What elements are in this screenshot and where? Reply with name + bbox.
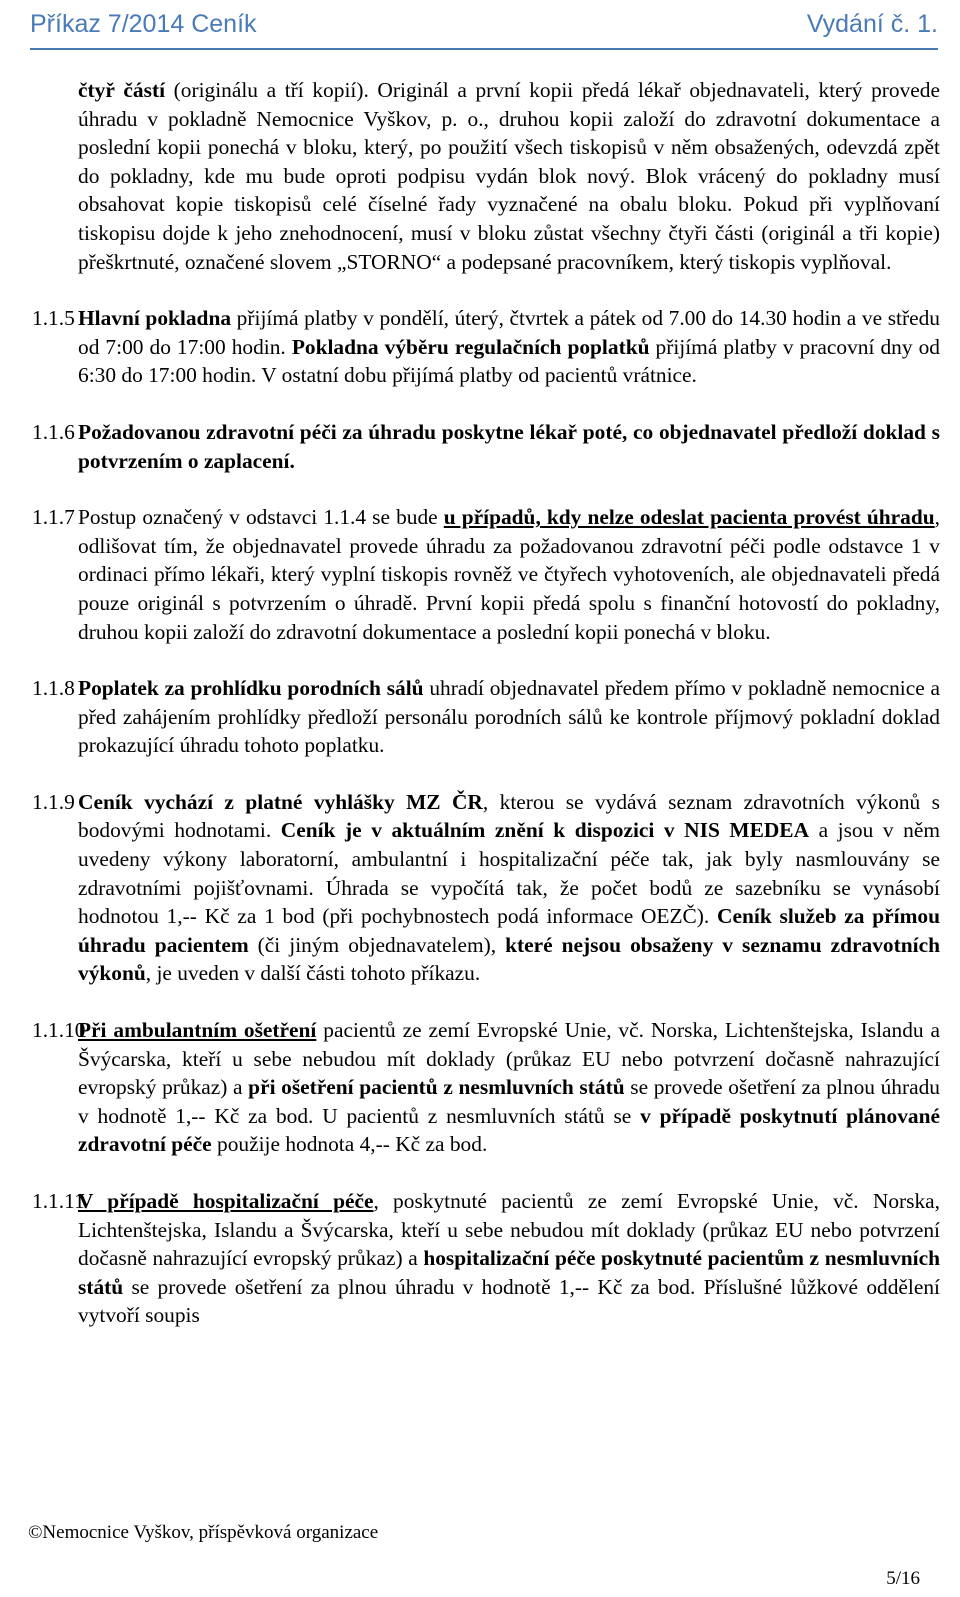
- section-1-1-10: [32, 1016, 940, 1159]
- bold-phrase: Ceník služeb za přímou úhradu pacientem: [78, 904, 941, 957]
- document-body: [32, 76, 941, 1358]
- bold-underlined-phrase: V případě hospitalizační péče: [78, 1189, 374, 1213]
- bold-phrase: hospitalizační péče poskytnuté pacientům z nesmluvních států: [78, 1246, 940, 1299]
- header-edition: Vydání č. 1.: [806, 10, 938, 38]
- bold-phrase: v případě poskytnutí plánované zdravotní péče: [78, 1103, 940, 1157]
- text-run: pacientů ze zemí Evropské Unie, vč. Norska, Lichtenštejska, Islandu a Švýcarska, kteří u sebe nebudou mít doklady (průkaz EU nebo potvrzení dočasně nahrazující evropský průkaz) a: [78, 1018, 940, 1100]
- section-1-1-9: [32, 788, 941, 988]
- intro-text: (originálu a tří kopií). Originál a první kopii předá lékař objednavateli, který provede úhradu v pokladně Nemocnice Vyškov, p. o., druhou kopii založí do zdravotní dokumentace a poslední kopii ponechá v bloku, který, po použití všech tiskopisů v něm obsažených, odevzdá zpět do pokladny, kde mu bude oproti podpisu vydán blok nový. Blok vrácený do pokladny musí obsahovat kopie tiskopisů celé číselné řady vyznačené na obalu bloku. Pokud při vyplňovaní tiskopisu dojde k jeho znehodnocení, musí v bloku zůstat všechny čtyři části (originál a tři kopie) přeškrtnuté, označené slovem „STORNO“ a podepsané pracovníkem, který tiskopis vyplňoval.: [78, 78, 940, 274]
- page-number: 5/16: [886, 1568, 920, 1589]
- text-run: , je uveden v další části tohoto příkazu.: [145, 961, 481, 986]
- bold-phrase: Poplatek za prohlídku porodních sálů: [78, 676, 424, 701]
- page-header: [30, 4, 938, 50]
- bold-phrase: Pokladna výběru regulačních poplatků: [291, 334, 650, 359]
- text-run: a jsou v něm uvedeny výkony laboratorní, ambulantní i hospitalizační péče tak, jak byly nasmlouvány se zdravotními pojišťovnami. Úhrada se vypočítá tak, že počet bodů ze sazebníku se vynásobí hodnotou 1,-- Kč za 1 bod (při pochybnostech podá informace OEZČ).: [78, 818, 940, 929]
- bold-phrase: Hlavní pokladna: [78, 306, 232, 331]
- section-number: 1.1.8: [32, 676, 75, 701]
- section-text: [78, 788, 940, 988]
- header-title: Příkaz 7/2014 Ceník: [30, 10, 257, 38]
- section-1-1-7: [32, 503, 940, 646]
- section-1-1-8: [32, 674, 940, 760]
- section-number: 1.1.9: [32, 789, 75, 814]
- section-1-1-11: [32, 1187, 940, 1330]
- intro-paragraph: [78, 76, 940, 276]
- section-1-1-5: [32, 304, 941, 390]
- bold-phrase: při ošetření pacientů z nesmluvních států: [248, 1075, 625, 1100]
- section-text: [78, 1016, 940, 1159]
- text-run: Postup označený v odstavci 1.1.4 se bude: [78, 505, 444, 530]
- section-number: 1.1.7: [32, 505, 75, 530]
- text-run: přijímá platby v pondělí, úterý, čtvrtek a pátek od 7.00 do 14.30 hodin a ve středu od 7:00 do 17:00 hodin.: [78, 306, 941, 359]
- section-number: 1.1.5: [32, 306, 75, 331]
- section-text: [78, 418, 940, 475]
- text-run: se provede ošetření za plnou úhradu v hodnotě 1,-- Kč za bod. Příslušné lůžkové oddělení vytvoří soupis: [78, 1274, 940, 1328]
- section-number: 1.1.10: [32, 1018, 86, 1043]
- text-run: uhradí objednavatel předem přímo v pokladně nemocnice a před zahájením prohlídky předloží personálu porodních sálů ke kontrole příjmový pokladní doklad prokazující úhradu tohoto poplatku.: [78, 676, 940, 758]
- section-text: [78, 304, 940, 390]
- text-run: přijímá platby v pracovní dny od 6:30 do 17:00 hodin. V ostatní dobu přijímá platby od pacientů vrátnice.: [78, 334, 940, 388]
- intro-bold: čtyř částí: [78, 78, 166, 102]
- section-number: 1.1.6: [32, 419, 75, 444]
- bold-underlined-phrase: u případů, kdy nelze odeslat pacienta provést úhradu: [443, 505, 935, 530]
- footer-organization: ©Nemocnice Vyškov, příspěvková organizace: [28, 1522, 379, 1543]
- section-1-1-6: [32, 418, 940, 475]
- text-run: (či jiným objednavatelem),: [248, 932, 506, 957]
- bold-phrase: Ceník vychází z platné vyhlášky MZ ČR: [78, 789, 483, 814]
- section-number: 1.1.11: [32, 1189, 85, 1213]
- text-run: , poskytnuté pacientů ze zemí Evropské Unie, vč. Norska, Lichtenštejska, Islandu a Švýcarska, kteří u sebe nebudou mít doklady (průkaz EU nebo potvrzení dočasně nahrazující evropský průkaz) a: [78, 1189, 940, 1271]
- bold-phrase: které nejsou obsaženy v seznamu zdravotních výkonů: [78, 932, 940, 986]
- section-text: [78, 674, 940, 760]
- bold-phrase: Ceník je v aktuálním znění k dispozici v NIS MEDEA: [280, 818, 810, 843]
- bold-underlined-phrase: Při ambulantním ošetření: [78, 1018, 317, 1043]
- section-text: [78, 503, 940, 646]
- text-run: , odlišovat tím, že objednavatel provede úhradu za požadovanou zdravotní péči podle odstavce 1 v ordinaci přímo lékaři, který vyplní tiskopis rovněž ve čtyřech vyhotoveních, ale objednavateli předá pouze originál s potvrzením o úhradě. První kopii předá spolu s finanční hotovostí do pokladny, druhou kopii založí do zdravotní dokumentace a poslední kopii ponechá v bloku.: [78, 505, 940, 644]
- text-run: použije hodnota 4,-- Kč za bod.: [211, 1132, 488, 1157]
- bold-phrase: Požadovanou zdravotní péči za úhradu poskytne lékař poté, co objednavatel předloží doklad s potvrzením o zaplacení.: [78, 419, 940, 473]
- text-run: se provede ošetření za plnou úhradu v hodnotě 1,-- Kč za bod. U pacientů z nesmluvních států se: [78, 1075, 940, 1128]
- text-run: , kterou se vydává seznam zdravotních výkonů s bodovými hodnotami.: [78, 789, 940, 843]
- section-text: [78, 1187, 940, 1330]
